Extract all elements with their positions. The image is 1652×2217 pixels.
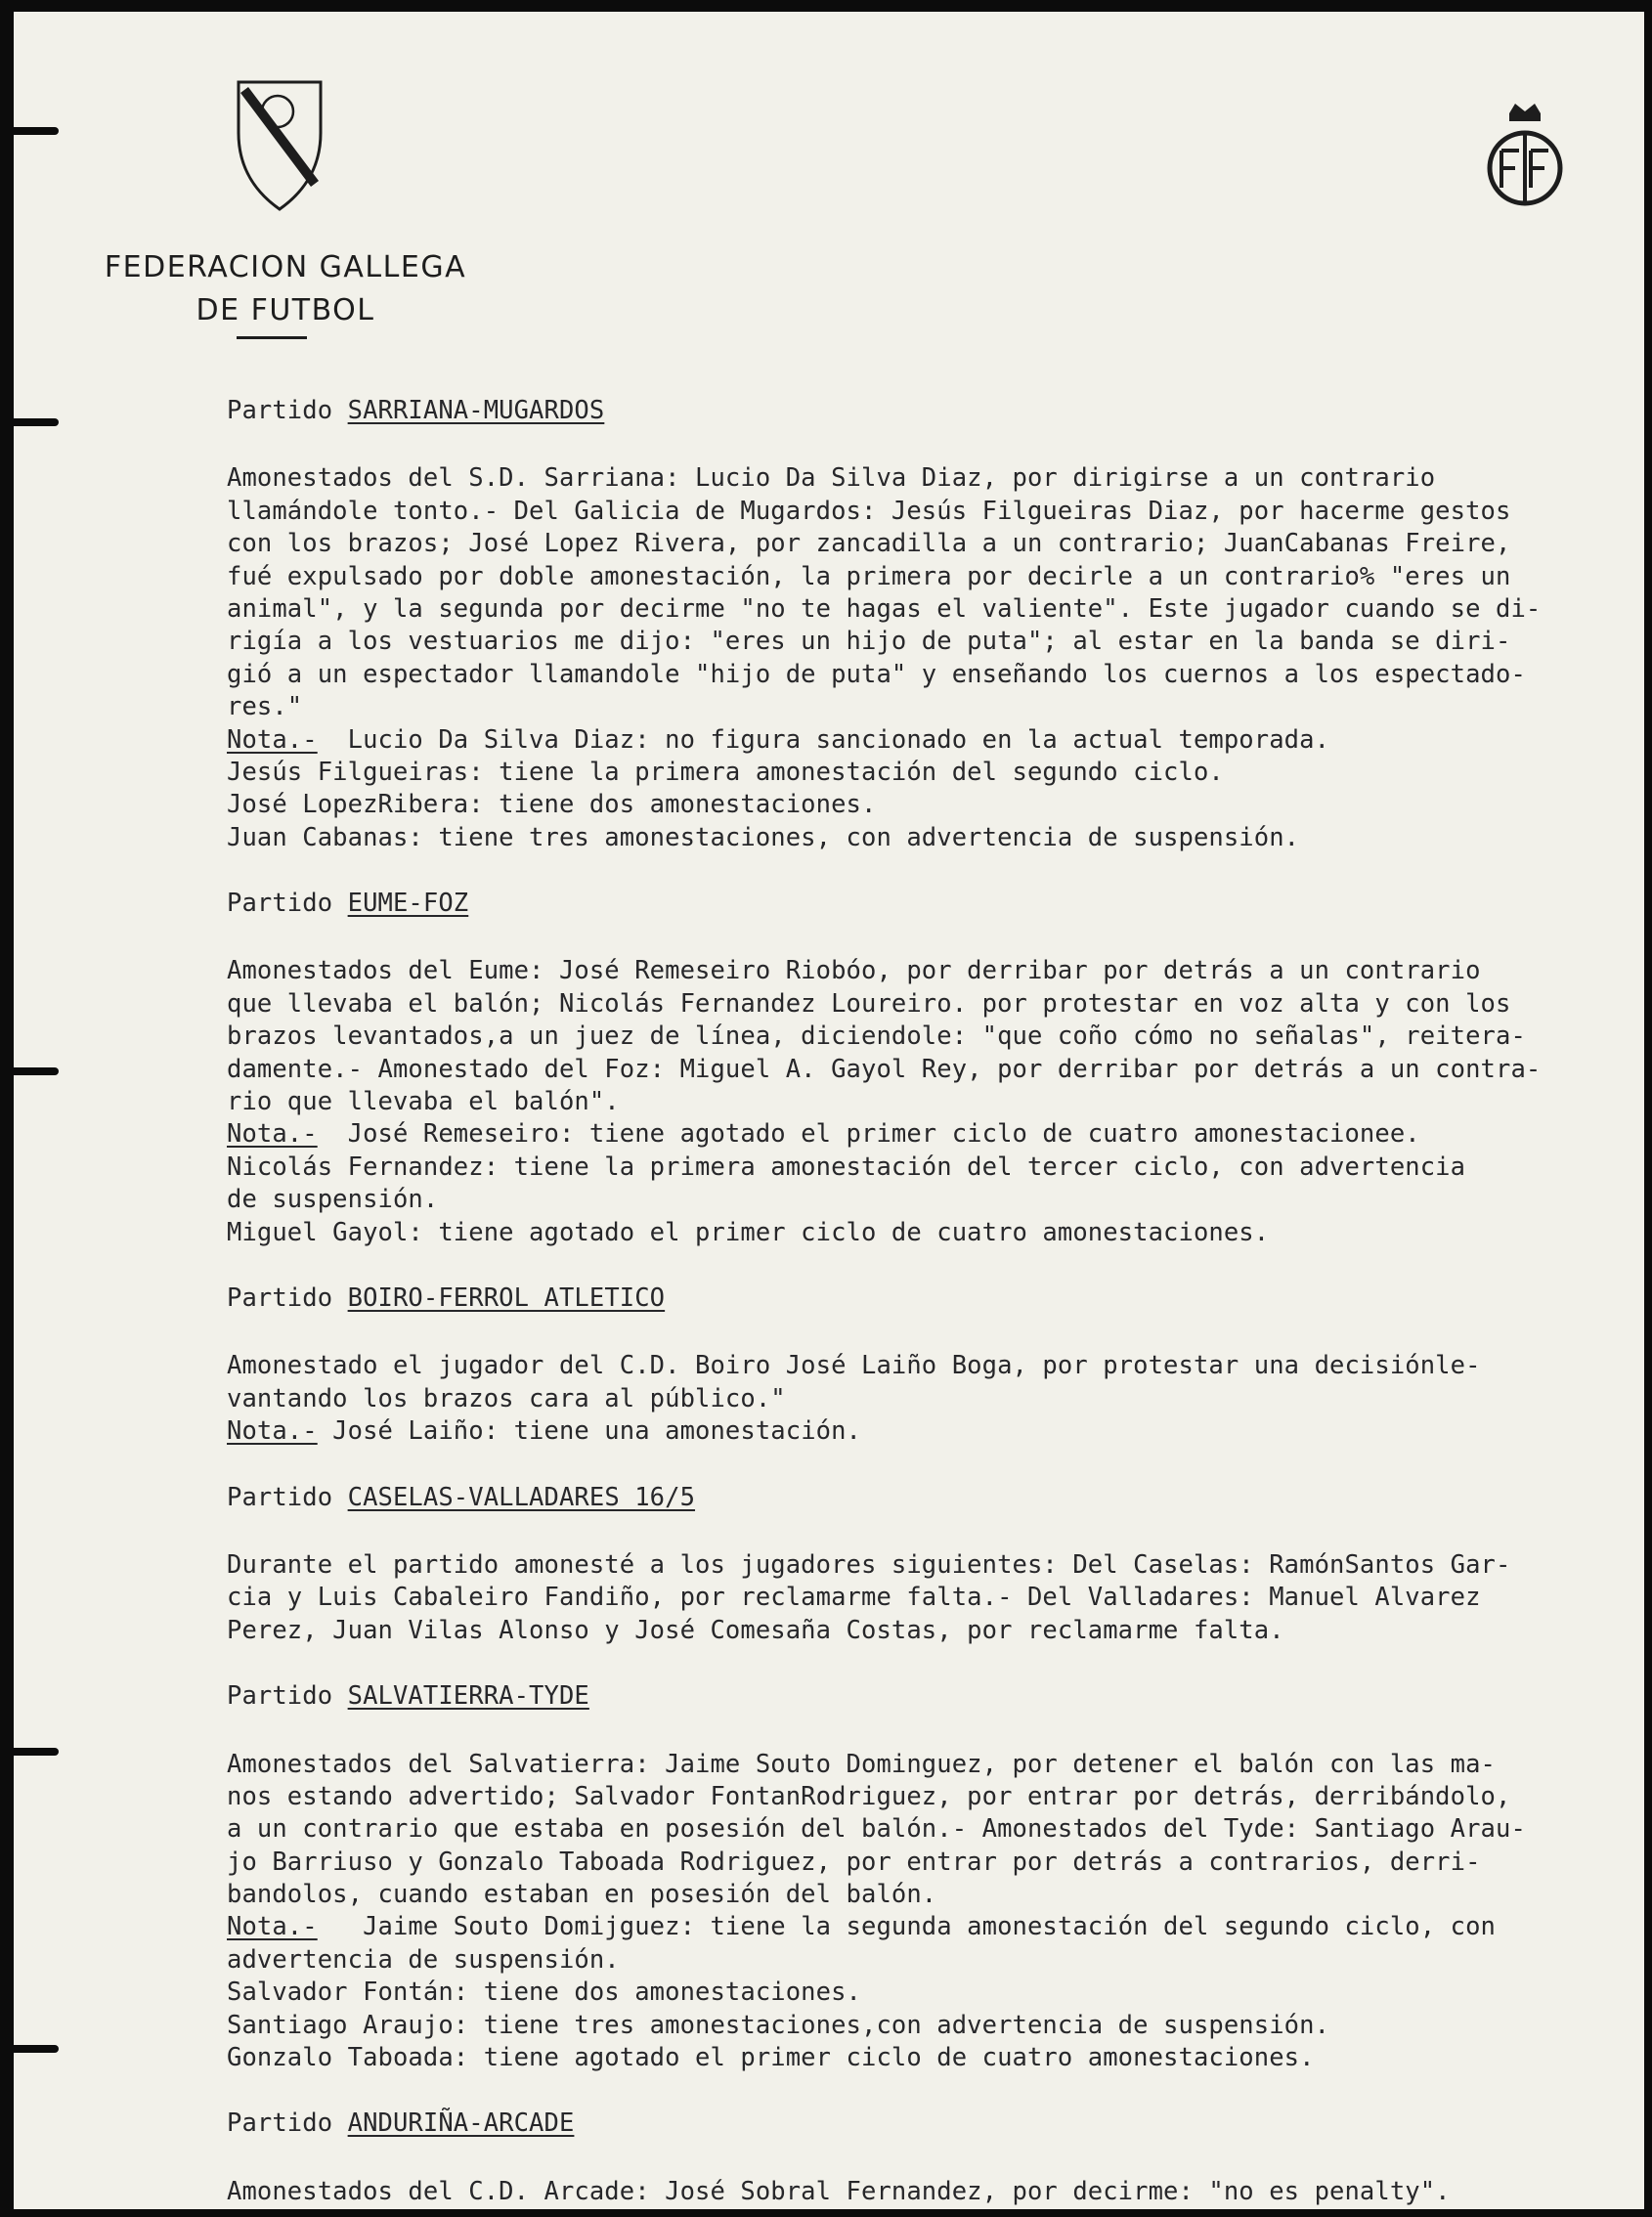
report-line: gió a un espectador llamandole "hijo de puta" y enseñando los cuernos a los espectado-	[227, 659, 1526, 689]
note-line	[227, 1944, 1634, 1977]
match-title	[227, 1282, 1634, 1315]
note-line	[227, 757, 1634, 789]
report-line: res."	[227, 692, 303, 722]
note-text: José LopezRibera: tiene dos amonestaciones.	[227, 790, 877, 820]
note-line	[227, 1911, 1634, 1943]
note-text: Santiago Araujo: tiene tres amonestaciones,con advertencia de suspensión.	[227, 2010, 1330, 2040]
spacer	[227, 1249, 1634, 1282]
report-line: Amonestados del Salvatierra: Jaime Souto Dominguez, por detener el balón con las ma-	[227, 1749, 1496, 1779]
match-title-teams: EUME-FOZ	[347, 889, 469, 919]
note-text: Juan Cabanas: tiene tres amonestaciones, con advertencia de suspensión.	[227, 822, 1300, 852]
spacer	[227, 854, 1634, 888]
report-line: fué expulsado por doble amonestación, la primera por decirle a un contrario% "eres un	[227, 561, 1511, 591]
federation-shield-icon	[231, 76, 328, 213]
note-text: advertencia de suspensión.	[227, 1944, 620, 1975]
match-title-teams: SALVATIERRA-TYDE	[347, 1681, 589, 1712]
spacer	[227, 1647, 1634, 1680]
match-title	[227, 888, 1634, 920]
federation-name-line2: DE FUTBOL	[196, 293, 375, 327]
note-label: Nota.-	[227, 1119, 318, 1150]
note-line	[227, 1977, 1634, 2009]
federation-name-line1: FEDERACION GALLEGA	[104, 250, 467, 284]
report-line: brazos levantados,a un juez de línea, diciendole: "que coño cómo no señalas", reitera-	[227, 1022, 1526, 1052]
binder-hole	[14, 2045, 59, 2053]
note-text: Miguel Gayol: tiene agotado el primer ciclo de cuatro amonestaciones.	[227, 1217, 1270, 1247]
note-text: Salvador Fontán: tiene dos amonestaciones.	[227, 1978, 861, 2008]
report-line: bandolos, cuando estaban en posesión del balón.	[227, 1880, 937, 1910]
report-line: Amonestados del Eume: José Remeseiro Riobóo, por derribar por detrás a un contrario	[227, 956, 1481, 986]
report-line: Perez, Juan Vilas Alonso y José Comesaña Costas, por reclamarme falta.	[227, 1615, 1284, 1645]
note-text: Gonzalo Taboada: tiene agotado el primer ciclo de cuatro amonestaciones.	[227, 2043, 1315, 2073]
binder-hole	[14, 418, 59, 426]
note-text: José Remeseiro: tiene agotado el primer ciclo de cuatro amonestacionee.	[317, 1119, 1420, 1150]
note-line	[227, 724, 1634, 757]
match-title-teams: CASELAS-VALLADARES 16/5	[347, 1482, 696, 1512]
binder-hole	[14, 127, 59, 135]
report-line: animal", y la segunda por decirme "no te hagas el valiente". Este jugador cuando se di-	[227, 593, 1542, 624]
match-section	[227, 1482, 1634, 1681]
match-title	[227, 2108, 1634, 2140]
spacer	[227, 1315, 1634, 1350]
note-line	[227, 1217, 1634, 1249]
note-label: Nota.-	[227, 1416, 318, 1447]
match-title	[227, 1680, 1634, 1713]
match-title-teams: ANDURIÑA-ARCADE	[347, 2108, 575, 2139]
note-line	[227, 2010, 1634, 2042]
note-text: Nicolás Fernandez: tiene la primera amonestación del tercer ciclo, con advertencia	[227, 1152, 1466, 1182]
report-line: llamándole tonto.- Del Galicia de Mugardos: Jesús Filgueiras Diaz, por hacerme gestos	[227, 496, 1511, 526]
report-line: con los brazos; José Lopez Rivera, por zancadilla a un contrario; JuanCabanas Freire,	[227, 529, 1511, 559]
match-title	[227, 395, 1634, 427]
note-text: de suspensión.	[227, 1185, 439, 1215]
match-section	[227, 1680, 1634, 2108]
note-text: Lucio Da Silva Diaz: no figura sancionado en la actual temporada.	[317, 724, 1330, 755]
note-line	[227, 1118, 1634, 1151]
note-label: Nota.-	[227, 1912, 318, 1942]
match-title-teams: BOIRO-FERROL ATLETICO	[347, 1282, 666, 1313]
note-text: Jesús Filgueiras: tiene la primera amonestación del segundo ciclo.	[227, 757, 1224, 787]
header-divider	[237, 336, 307, 339]
note-text: José Laiño: tiene una amonestación.	[317, 1416, 862, 1447]
report-line: jo Barriuso y Gonzalo Taboada Rodriguez, por entrar por detrás a contrarios, derri-	[227, 1847, 1481, 1877]
match-title-prefix: Partido	[227, 1482, 348, 1512]
report-line: Durante el partido amonesté a los jugadores siguientes: Del Caselas: RamónSantos Gar-	[227, 1549, 1511, 1580]
match-title-prefix: Partido	[227, 2108, 348, 2139]
report-line: rigía a los vestuarios me dijo: "eres un hijo de puta"; al estar en la banda se diri-	[227, 627, 1511, 657]
note-label: Nota.-	[227, 724, 318, 755]
report-line: Amonestados del S.D. Sarriana: Lucio Da Silva Diaz, por dirigirse a un contrario	[227, 463, 1436, 494]
spacer	[227, 2074, 1634, 2108]
report-line: vantando los brazos cara al público."	[227, 1383, 786, 1413]
match-title-teams: SARRIANA-MUGARDOS	[347, 396, 605, 425]
note-line	[227, 1184, 1634, 1216]
binder-hole	[14, 1748, 59, 1756]
binder-hole	[14, 1067, 59, 1075]
spacer	[227, 1714, 1634, 1749]
note-line	[227, 2042, 1634, 2074]
rfef-crest-icon	[1480, 100, 1570, 217]
match-section	[227, 395, 1634, 888]
report-line: Amonestado el jugador del C.D. Boiro José Laiño Boga, por protestar una decisiónle-	[227, 1351, 1481, 1381]
match-section	[227, 2108, 1634, 2208]
note-text: Jaime Souto Domijguez: tiene la segunda amonestación del segundo ciclo, con	[317, 1912, 1496, 1942]
report-line: damente.- Amonestado del Foz: Miguel A. Gayol Rey, por derribar por detrás a un contra-	[227, 1054, 1542, 1084]
report-line: que llevaba el balón; Nicolás Fernandez Loureiro. por protestar en voz alta y con los	[227, 988, 1511, 1019]
match-title-prefix: Partido	[227, 396, 348, 425]
spacer	[227, 1449, 1634, 1482]
spacer	[227, 427, 1634, 462]
report-body	[227, 395, 1634, 2208]
report-line: Amonestados del C.D. Arcade: José Sobral Fernandez, por decirme: "no es penalty".	[227, 2176, 1451, 2206]
document-page	[14, 12, 1644, 2209]
note-line	[227, 1415, 1634, 1448]
report-line: cia y Luis Cabaleiro Fandiño, por reclamarme falta.- Del Valladares: Manuel Alvarez	[227, 1583, 1481, 1613]
spacer	[227, 2141, 1634, 2176]
match-title-prefix: Partido	[227, 889, 348, 919]
spacer	[227, 920, 1634, 955]
note-line	[227, 1152, 1634, 1184]
note-line	[227, 789, 1634, 821]
match-section	[227, 888, 1634, 1282]
match-title-prefix: Partido	[227, 1681, 348, 1712]
spacer	[227, 1514, 1634, 1549]
report-line: nos estando advertido; Salvador FontanRodriguez, por entrar por detrás, derribándolo,	[227, 1781, 1511, 1811]
report-line: rio que llevaba el balón".	[227, 1087, 620, 1117]
match-section	[227, 1282, 1634, 1482]
federation-name	[80, 246, 491, 332]
match-title-prefix: Partido	[227, 1282, 348, 1313]
note-line	[227, 822, 1634, 854]
report-line: a un contrario que estaba en posesión del balón.- Amonestados del Tyde: Santiago Arau-	[227, 1814, 1526, 1845]
match-title	[227, 1482, 1634, 1514]
